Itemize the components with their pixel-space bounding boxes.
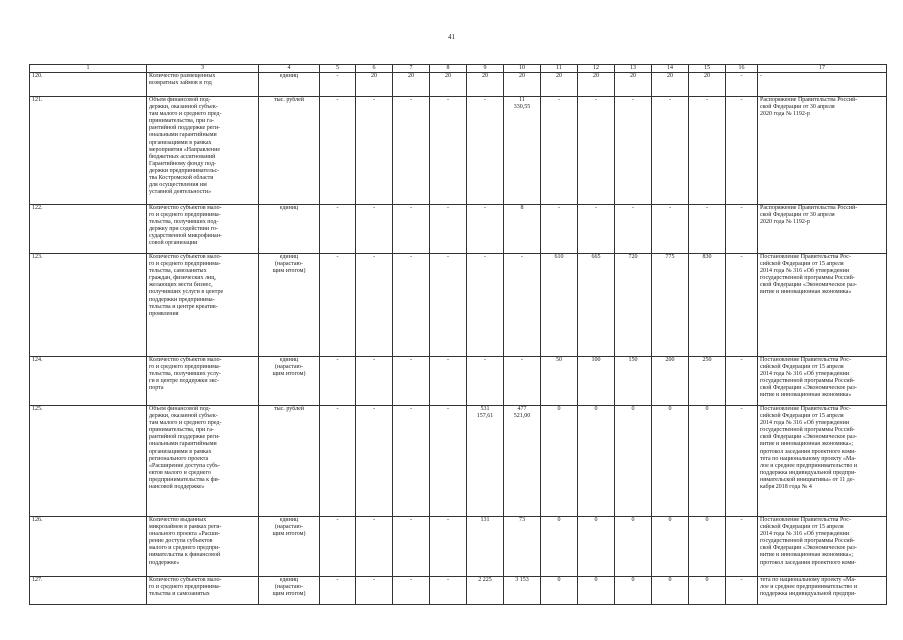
value-cell: - xyxy=(726,205,758,254)
value-cell: - xyxy=(578,97,615,205)
value-cell: 50 xyxy=(541,357,578,406)
indicator-name-cell: Количество субъектов мало- го и среднего предпринима- тельства, получивших услу- ги в центре поддержки экс- порта xyxy=(147,357,259,406)
value-cell: - xyxy=(320,577,356,605)
unit-cell: тыс. рублей xyxy=(259,406,320,517)
header-cell: 5 xyxy=(320,65,356,73)
value-cell: - xyxy=(467,254,504,357)
source-cell: Постановление Правительства Рос- сийской Федерации от 15 апреля 2014 года № 316 «Об утверждении государственной программы Россий- ской Федерации «Экономическое раз- витие и инновационная экономика» xyxy=(758,357,887,406)
header-cell: 14 xyxy=(652,65,689,73)
table-row xyxy=(30,73,887,97)
value-cell: 150 xyxy=(615,357,652,406)
value-cell: 0 xyxy=(689,577,726,605)
row-number-cell: 122. xyxy=(30,205,147,254)
value-cell: 0 xyxy=(615,406,652,517)
header-cell: 15 xyxy=(689,65,726,73)
value-cell: - xyxy=(726,73,758,97)
value-cell: - xyxy=(430,97,467,205)
value-cell: - xyxy=(652,97,689,205)
value-cell: 0 xyxy=(578,577,615,605)
value-cell: 0 xyxy=(541,517,578,577)
value-cell: - xyxy=(652,205,689,254)
value-cell: 8 xyxy=(504,205,541,254)
header-cell: 17 xyxy=(758,65,887,73)
value-cell: 0 xyxy=(652,406,689,517)
value-cell: 2 225 xyxy=(467,577,504,605)
value-cell: - xyxy=(393,577,430,605)
page-number: 41 xyxy=(448,33,455,41)
value-cell: - xyxy=(320,517,356,577)
table-row xyxy=(30,357,887,406)
value-cell: - xyxy=(578,205,615,254)
source-cell: - xyxy=(758,73,887,97)
value-cell: - xyxy=(467,357,504,406)
value-cell: 131 xyxy=(467,517,504,577)
value-cell: - xyxy=(356,254,393,357)
value-cell: - xyxy=(430,205,467,254)
indicator-table xyxy=(29,64,887,605)
value-cell: - xyxy=(430,406,467,517)
value-cell: 250 xyxy=(689,357,726,406)
table-body xyxy=(30,73,887,605)
value-cell: - xyxy=(430,357,467,406)
value-cell: 20 xyxy=(430,73,467,97)
unit-cell: единиц xyxy=(259,73,320,97)
value-cell: - xyxy=(320,406,356,517)
value-cell: - xyxy=(615,205,652,254)
value-cell: - xyxy=(467,205,504,254)
source-cell: Постановление Правительства Рос- сийской Федерации от 15 апреля 2014 года № 316 «Об утверждении государственной программы Россий- ской Федерации «Экономическое раз- витие и инновационная экономика» xyxy=(758,254,887,357)
value-cell: - xyxy=(726,254,758,357)
value-cell: - xyxy=(615,97,652,205)
row-number-cell: 127. xyxy=(30,577,147,605)
value-cell: - xyxy=(689,97,726,205)
value-cell: - xyxy=(393,406,430,517)
indicator-name-cell: Количество субъектов мало- го и среднего предпринима- тельства, самозанятых граждан, физических лиц, желающих вести бизнес, получивших услуги в центре поддержки предпринима- тельства и центре креатив- проявления xyxy=(147,254,259,357)
header-cell: 8 xyxy=(430,65,467,73)
table-row xyxy=(30,517,887,577)
indicator-name-cell: Объем финансовой под- держки, оказанной субъек- там малого и среднего пред- принимательства, при га- рантийной поддержке реги- ональными гарантийными организациями в рамках регионального проекта «Расширение доступа субъ- ектов малого и среднего предпринимательства к фи- нансовой поддержке» xyxy=(147,406,259,517)
value-cell: 0 xyxy=(615,517,652,577)
header-cell: 7 xyxy=(393,65,430,73)
value-cell: - xyxy=(541,205,578,254)
value-cell: 20 xyxy=(578,73,615,97)
value-cell: 73 xyxy=(504,517,541,577)
value-cell: - xyxy=(726,406,758,517)
value-cell: 3 153 xyxy=(504,577,541,605)
value-cell: - xyxy=(689,205,726,254)
unit-cell: единиц xyxy=(259,205,320,254)
row-number-cell: 126. xyxy=(30,517,147,577)
row-number-cell: 124. xyxy=(30,357,147,406)
value-cell: - xyxy=(393,517,430,577)
value-cell: - xyxy=(393,254,430,357)
value-cell: - xyxy=(393,97,430,205)
table-row xyxy=(30,406,887,517)
value-cell: 775 xyxy=(652,254,689,357)
value-cell: - xyxy=(393,357,430,406)
value-cell: - xyxy=(430,517,467,577)
source-cell: тета по национальному проекту «Ма- лое и среднее предпринимательство и поддержка индивидуальной предпри- xyxy=(758,577,887,605)
header-cell: 11 xyxy=(541,65,578,73)
row-number-cell: 125. xyxy=(30,406,147,517)
value-cell: - xyxy=(726,357,758,406)
header-cell: 3 xyxy=(147,65,259,73)
value-cell: - xyxy=(320,73,356,97)
value-cell: 20 xyxy=(393,73,430,97)
header-cell: 12 xyxy=(578,65,615,73)
value-cell: - xyxy=(393,205,430,254)
value-cell: - xyxy=(356,357,393,406)
unit-cell: единиц (нарастаю- щим итогом) xyxy=(259,357,320,406)
value-cell: - xyxy=(356,406,393,517)
value-cell: - xyxy=(320,254,356,357)
unit-cell: единиц (нарастаю- щим итогом) xyxy=(259,577,320,605)
value-cell: - xyxy=(356,577,393,605)
indicator-name-cell: Количество выданных микрозаймов в рамках реги- онального проекта «Расши- рение доступа субъектов малого и среднего предпри- нимательства к финансовой поддержке» xyxy=(147,517,259,577)
table-row xyxy=(30,97,887,205)
value-cell: 100 xyxy=(578,357,615,406)
value-cell: 20 xyxy=(504,73,541,97)
value-cell: 11 330,55 xyxy=(504,97,541,205)
value-cell: 20 xyxy=(467,73,504,97)
value-cell: 0 xyxy=(652,577,689,605)
value-cell: - xyxy=(320,357,356,406)
header-cell: 4 xyxy=(259,65,320,73)
table-row xyxy=(30,577,887,605)
value-cell: 0 xyxy=(578,517,615,577)
value-cell: 20 xyxy=(356,73,393,97)
value-cell: 830 xyxy=(689,254,726,357)
source-cell: Распоряжение Правительства Россий- ской Федерации от 30 апреля 2020 года № 1192-р xyxy=(758,97,887,205)
value-cell: 0 xyxy=(689,517,726,577)
value-cell: - xyxy=(541,97,578,205)
value-cell: 665 xyxy=(578,254,615,357)
value-cell: - xyxy=(320,97,356,205)
unit-cell: тыс. рублей xyxy=(259,97,320,205)
value-cell: - xyxy=(726,97,758,205)
value-cell: - xyxy=(726,517,758,577)
header-cell: 9 xyxy=(467,65,504,73)
value-cell: - xyxy=(356,97,393,205)
unit-cell: единиц (нарастаю- щим итогом) xyxy=(259,517,320,577)
source-cell: Постановление Правительства Рос- сийской Федерации от 15 апреля 2014 года № 316 «Об утверждении государственной программы Россий- ской Федерации «Экономическое раз- витие и инновационная экономика»; протокол заседания проектного коми- xyxy=(758,517,887,577)
value-cell: 20 xyxy=(689,73,726,97)
value-cell: 0 xyxy=(689,406,726,517)
value-cell: 531 157,61 xyxy=(467,406,504,517)
header-row xyxy=(30,65,887,73)
value-cell: 20 xyxy=(652,73,689,97)
value-cell: 610 xyxy=(541,254,578,357)
value-cell: 0 xyxy=(541,577,578,605)
row-number-cell: 120. xyxy=(30,73,147,97)
row-number-cell: 123. xyxy=(30,254,147,357)
value-cell: - xyxy=(356,205,393,254)
row-number-cell: 121. xyxy=(30,97,147,205)
value-cell: 0 xyxy=(541,406,578,517)
indicator-name-cell: Объем финансовой под- держки, оказанной субъек- там малого и среднего пред- принимательства, при га- рантийной поддержке реги- ональными гарантийными организациями в рамках мероприятия «Направление бюджетных ассигнований Гарантийному фонду под- держки предпринимательс- тва Костромской области для осуществления им уставной деятельности» xyxy=(147,97,259,205)
indicator-name-cell: Количество субъектов мало- го и среднего предпринима- тельства, получивших под- держку при содействии го- сударственной микрофинан- совой организации xyxy=(147,205,259,254)
value-cell: 20 xyxy=(541,73,578,97)
value-cell: - xyxy=(320,205,356,254)
source-cell: Распоряжение Правительства Россий- ской Федерации от 30 апреля 2020 года № 1192-р xyxy=(758,205,887,254)
value-cell: 0 xyxy=(615,577,652,605)
value-cell: - xyxy=(430,254,467,357)
value-cell: 0 xyxy=(652,517,689,577)
table-row xyxy=(30,254,887,357)
value-cell: - xyxy=(504,254,541,357)
header-cell: 16 xyxy=(726,65,758,73)
value-cell: 20 xyxy=(615,73,652,97)
source-cell: Постановление Правительства Рос- сийской Федерации от 15 апреля 2014 года № 316 «Об утверждении государственной программы Россий- ской Федерации «Экономическое раз- витие и инновационная экономика»; протокол заседания проектного коми- тета по национальному проекту «Ма- лое и среднее предпринимательство и поддержка индивидуальной предпри- нимательской инициативы» от 11 де- кабря 2018 года № 4 xyxy=(758,406,887,517)
value-cell: 477 521,00 xyxy=(504,406,541,517)
header-cell: 1 xyxy=(30,65,147,73)
value-cell: - xyxy=(467,97,504,205)
header-cell: 10 xyxy=(504,65,541,73)
value-cell: - xyxy=(356,517,393,577)
value-cell: - xyxy=(726,577,758,605)
indicator-name-cell: Количество размещенных возвратных займов в год xyxy=(147,73,259,97)
value-cell: - xyxy=(430,577,467,605)
header-cell: 13 xyxy=(615,65,652,73)
value-cell: 0 xyxy=(578,406,615,517)
value-cell: 720 xyxy=(615,254,652,357)
unit-cell: единиц (нарастаю- щим итогом) xyxy=(259,254,320,357)
value-cell: 200 xyxy=(652,357,689,406)
table-row xyxy=(30,205,887,254)
indicator-name-cell: Количество субъектов мало- го и среднего предпринима- тельства и самозанятых xyxy=(147,577,259,605)
header-cell: 6 xyxy=(356,65,393,73)
value-cell: - xyxy=(504,357,541,406)
